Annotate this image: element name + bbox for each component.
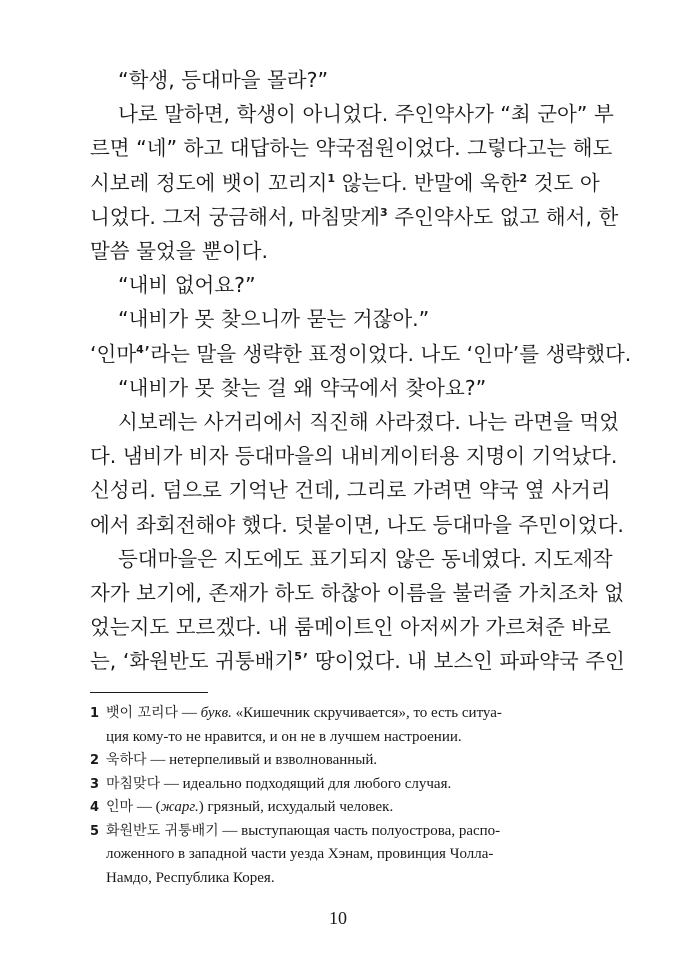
text-line: 르면 “네” 하고 대답하는 약국점원이었다. 그렇다고는 해도 <box>90 136 613 161</box>
footnote-abbr: букв. <box>200 705 232 721</box>
footnote-text: Намдо, Республика Корея. <box>106 869 275 886</box>
footnote-number: 1 <box>90 706 100 721</box>
paragraph <box>90 371 590 405</box>
text-line: “내비 없어요?” <box>118 273 256 298</box>
footnote-term: 뱃이 꼬리다 <box>106 705 179 721</box>
paragraph <box>90 63 590 97</box>
footnote-separator <box>90 692 208 693</box>
footnote-marker: 5 <box>294 650 302 664</box>
footnote-text: ложенного в западной части уезда Хэнам, провинция Чолла- <box>106 846 494 862</box>
footnote-marker: 3 <box>380 205 388 219</box>
footnote-number: 4 <box>90 800 100 815</box>
footnote-term: 욱하다 <box>106 752 147 768</box>
text-line: 에서 좌회전해야 했다. 덧붙이면, 나도 등대마을 주민이었다. <box>90 512 624 537</box>
footnote-abbr: жарг. <box>160 799 199 815</box>
paragraph <box>90 268 590 302</box>
text-line: “내비가 못 찾으니까 묻는 거잖아.” <box>118 307 430 332</box>
footnote-marker: 4 <box>136 342 144 356</box>
text-line: 다. 냄비가 비자 등대마을의 내비게이터용 지명이 기억났다. <box>90 444 618 469</box>
text-line: 시보레 정도에 뱃이 꼬리지$^1$ 않는다. 반말에 욱한$^2$ 것도 아 <box>90 170 600 195</box>
footnote-item: 3 마침맞다 — идеально подходящий для любого случая. <box>90 773 590 797</box>
footnote-marker: 2 <box>519 171 528 185</box>
footnote-text: ция кому-то не нравится, и он не в лучшем настроении. <box>106 728 462 745</box>
paragraph <box>90 337 632 371</box>
paragraph <box>90 405 624 542</box>
text-line: 나로 말하면, 학생이 아니었다. 주인약사가 “최 군아” 부 <box>118 102 614 127</box>
text-line: 었는지도 모르겠다. 내 룸메이트인 아저씨가 가르쳐준 바로 <box>90 615 611 640</box>
footnote-number: 2 <box>90 753 100 768</box>
text-line: 말씀 물었을 뿐이다. <box>90 239 268 264</box>
text-line: 시보레는 사거리에서 직진해 사라졌다. 나는 라면을 먹었 <box>118 410 620 435</box>
text-line: 등대마을은 지도에도 표기되지 않은 동네였다. 지도제작 <box>118 546 613 571</box>
footnote-item: 2 욱하다 — нетерпеливый и взволнованный. <box>90 749 590 773</box>
footnote-marker: 1 <box>327 171 336 185</box>
page-number: 10 <box>329 908 347 928</box>
footnote-item: 1 뱃이 꼬리다 — букв. «Кишечник скручивается», то есть ситуа- ция кому-то не нравится, и он не в лучшем настроении. <box>90 702 590 749</box>
text-line: 자가 보기에, 존재가 하도 하찮아 이름을 불러줄 가치조차 없 <box>90 581 624 606</box>
footnotes <box>90 702 590 890</box>
footnote-text: ) грязный, исхудалый человек. <box>198 799 394 815</box>
text-line: “내비가 못 찾는 걸 왜 약국에서 찾아요?” <box>118 375 487 400</box>
footnote-term: 화원반도 귀퉁배기 <box>106 822 219 839</box>
text-line: “학생, 등대마을 몰라?” <box>118 68 329 92</box>
footnote-number: 5 <box>90 823 100 839</box>
paragraph <box>90 542 625 679</box>
text-line: ‘인마$^4$’라는 말을 생략한 표정이었다. 나도 ‘인마’를 생략했다. <box>90 341 632 366</box>
paragraph <box>90 97 619 268</box>
paragraph <box>90 302 590 336</box>
text-line: 는, ‘화원반도 귀퉁배기$^5$’ 땅이었다. 내 보스인 파파약국 주인 <box>90 649 625 674</box>
footnote-number: 3 <box>90 776 100 792</box>
footnote-text: нетерпеливый и взволнованный. <box>169 752 378 768</box>
footnote-text: идеально подходящий для любого случая. <box>182 775 452 792</box>
text-line: 니었다. 그저 궁금해서, 마침맞게$^3$ 주인약사도 없고 해서, 한 <box>90 204 619 229</box>
footnote-term: 마침맞다 <box>106 775 161 792</box>
footnote-item: 4 인마 — (жарг.) грязный, исхудалый человек. <box>90 796 590 820</box>
main-text <box>90 63 632 679</box>
footnote-item: 5 화원반도 귀퉁배기 — выступающая часть полуострова, распо- ложенного в западной части уезда Хэнам, провинция Чолла- Намдо, Республика Корея. <box>90 820 590 891</box>
text-line: 신성리. 덤으로 기억난 건데, 그리로 가려면 약국 옆 사거리 <box>90 478 611 503</box>
footnote-term: 인마 <box>106 799 134 815</box>
